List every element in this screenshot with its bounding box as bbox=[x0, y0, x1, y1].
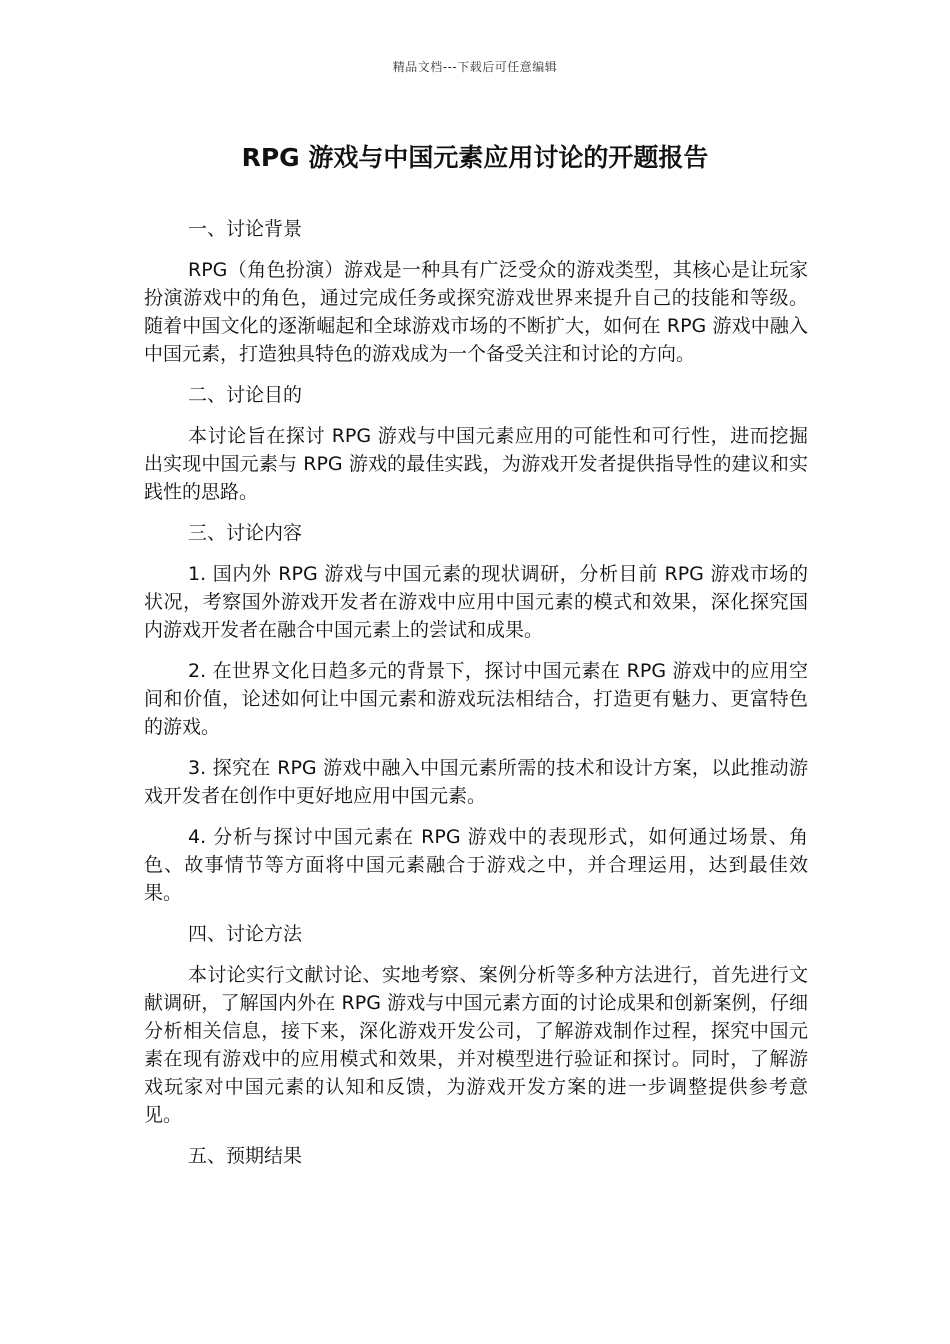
section-heading-purpose: 二、讨论目的 bbox=[188, 384, 303, 406]
paragraph-background: RPG（角色扮演）游戏是一种具有广泛受众的游戏类型，其核心是让玩家扮演游戏中的角色，通过完成任务或探究游戏世界来提升自己的技能和等级。随着中国文化的逐渐崛起和全球游戏市场的不断扩大，如何在 RPG 游戏中融入中国元素，打造独具特色的游戏成为一个备受关注和讨论的方向。 bbox=[144, 259, 808, 365]
section-heading-expected-results: 五、预期结果 bbox=[188, 1145, 303, 1167]
section-heading-content: 三、讨论内容 bbox=[188, 522, 303, 544]
paragraph-content-item-1: 1. 国内外 RPG 游戏与中国元素的现状调研，分析目前 RPG 游戏市场的状况，考察国外游戏开发者在游戏中应用中国元素的模式和效果，深化探究国内游戏开发者在融合中国元素上的尝试和成果。 bbox=[144, 563, 808, 641]
header-note: 精品文档---下载后可任意编辑 bbox=[392, 60, 558, 74]
paragraph-content-item-3: 3. 探究在 RPG 游戏中融入中国元素所需的技术和设计方案，以此推动游戏开发者在创作中更好地应用中国元素。 bbox=[144, 757, 808, 807]
section-heading-background: 一、讨论背景 bbox=[188, 218, 303, 240]
document-title: RPG 游戏与中国元素应用讨论的开题报告 bbox=[241, 143, 709, 172]
paragraph-purpose: 本讨论旨在探讨 RPG 游戏与中国元素应用的可能性和可行性，进而挖掘出实现中国元素与 RPG 游戏的最佳实践，为游戏开发者提供指导性的建议和实践性的思路。 bbox=[144, 425, 808, 503]
document-body bbox=[144, 215, 808, 1183]
paragraph-content-item-4: 4. 分析与探讨中国元素在 RPG 游戏中的表现形式，如何通过场景、角色、故事情节等方面将中国元素融合于游戏之中，并合理运用，达到最佳效果。 bbox=[144, 826, 808, 904]
paragraph-methods: 本讨论实行文献讨论、实地考察、案例分析等多种方法进行，首先进行文献调研，了解国内外在 RPG 游戏与中国元素方面的讨论成果和创新案例，仔细分析相关信息，接下来，深化游戏开发公司，了解游戏制作过程，探究中国元素在现有游戏中的应用模式和效果，并对模型进行验证和探讨。同时，了解游戏玩家对中国元素的认知和反馈，为游戏开发方案的进一步调整提供参考意见。 bbox=[144, 964, 808, 1126]
section-heading-methods: 四、讨论方法 bbox=[188, 923, 303, 945]
paragraph-content-item-2: 2. 在世界文化日趋多元的背景下，探讨中国元素在 RPG 游戏中的应用空间和价值，论述如何让中国元素和游戏玩法相结合，打造更有魅力、更富特色的游戏。 bbox=[144, 660, 808, 738]
